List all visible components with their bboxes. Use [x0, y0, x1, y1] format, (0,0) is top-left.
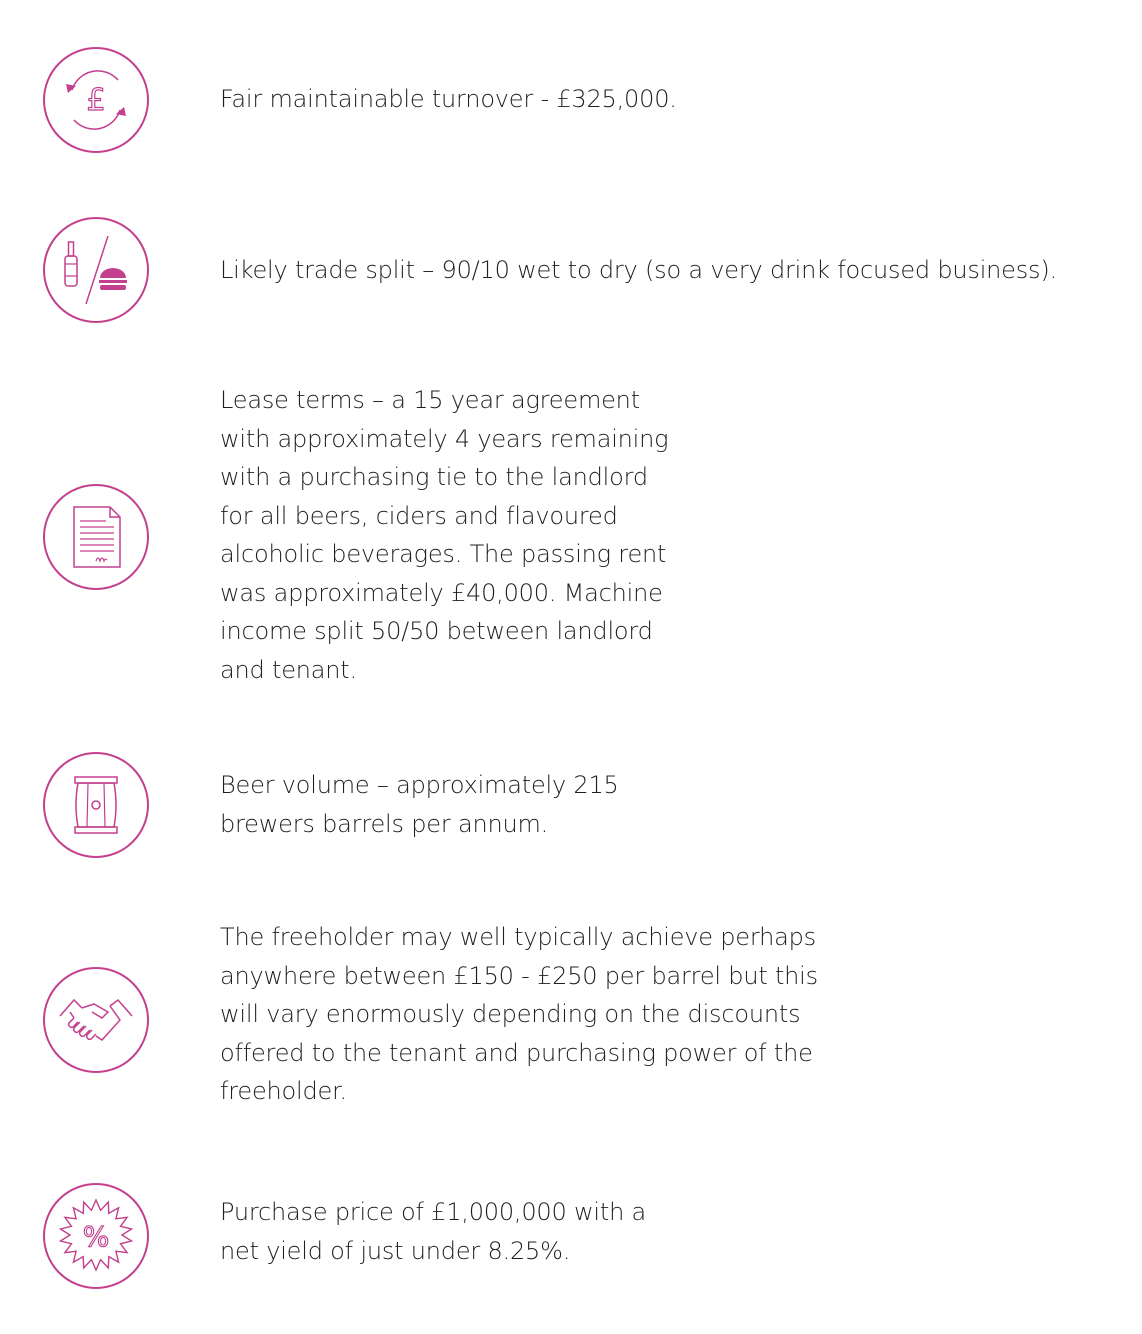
purchase-price-text [220, 1193, 646, 1270]
text-line: and tenant. [220, 655, 357, 684]
text-line: freeholder. [220, 1077, 347, 1105]
text-line: with a purchasing tie to the landlord [220, 463, 648, 491]
text-line: with approximately 4 years remaining [220, 424, 669, 453]
text-line: Likely trade split – 90/10 wet to dry (so a very drink focused business). [220, 256, 1057, 284]
lease-terms-text [220, 381, 668, 689]
handshake-icon [42, 966, 150, 1074]
pound-cycle-icon [42, 46, 150, 154]
beer-volume-text [220, 766, 619, 843]
barrel-icon [42, 751, 150, 859]
text-line: brewers barrels per annum. [220, 809, 549, 838]
freeholder-text [220, 918, 818, 1111]
text-line: anywhere between £150 - £250 per barrel but this [220, 961, 818, 990]
trade-split-text [220, 251, 1057, 290]
text-line: was approximately £40,000. Machine [220, 578, 663, 607]
text-line: Purchase price of £1,000,000 with a [220, 1198, 647, 1226]
text-line: The freeholder may well typically achieve perhaps [220, 923, 816, 951]
text-line: Beer volume – approximately 215 [220, 771, 619, 799]
percent-badge-icon [42, 1182, 150, 1290]
text-line: net yield of just under 8.25%. [220, 1236, 571, 1265]
text-line: for all beers, ciders and flavoured [220, 501, 618, 530]
turnover-text [220, 80, 677, 119]
svg-text:%: % [82, 1220, 110, 1253]
text-line: alcoholic beverages. The passing rent [220, 540, 667, 568]
text-line: will vary enormously depending on the discounts [220, 1000, 801, 1028]
text-line: income split 50/50 between landlord [220, 617, 653, 645]
text-line: offered to the tenant and purchasing power of the [220, 1038, 813, 1067]
text-line: Fair maintainable turnover - £325,000. [220, 85, 677, 113]
document-icon [42, 483, 150, 591]
bottle-burger-icon [42, 216, 150, 324]
svg-text:£: £ [86, 83, 106, 118]
text-line: Lease terms – a 15 year agreement [220, 386, 640, 414]
